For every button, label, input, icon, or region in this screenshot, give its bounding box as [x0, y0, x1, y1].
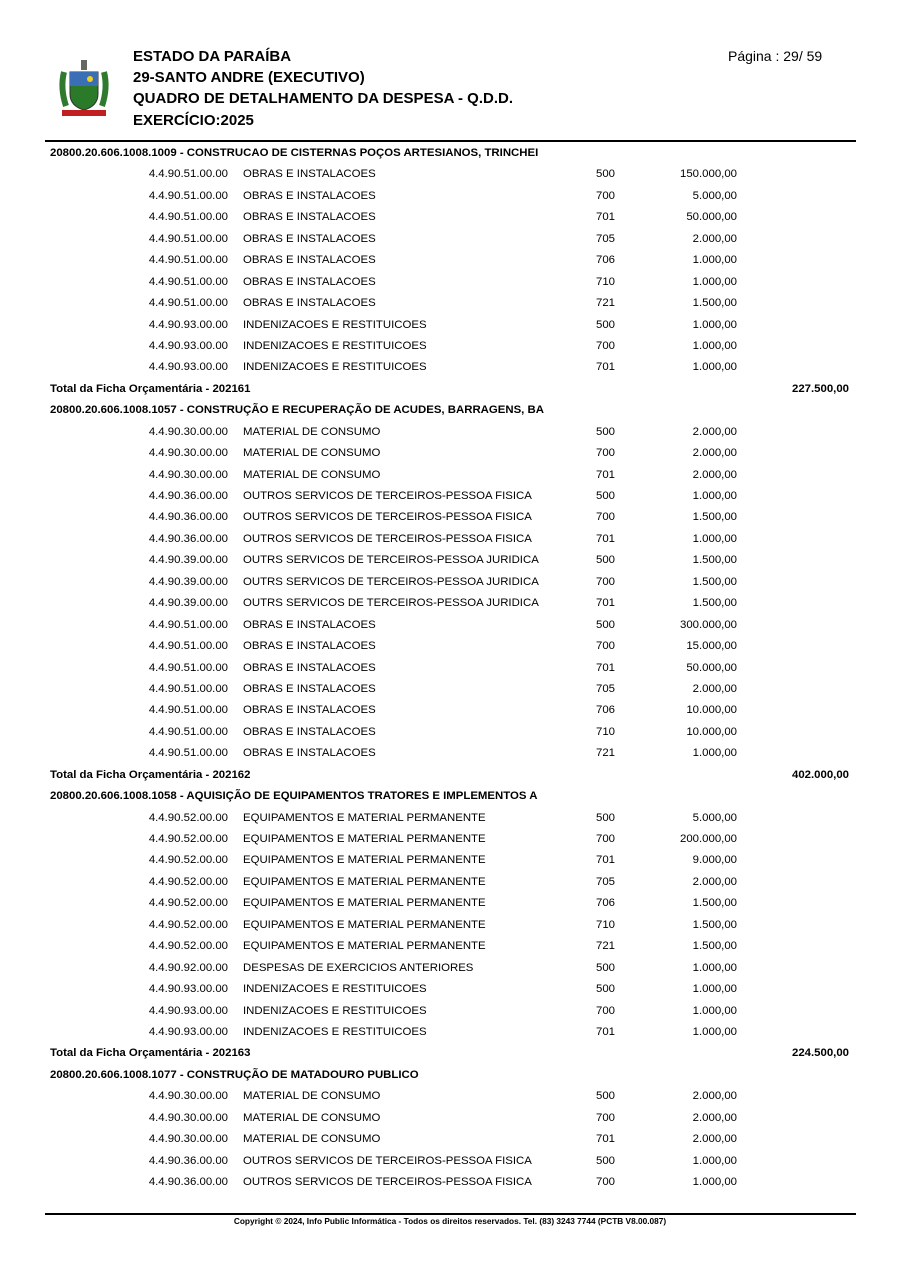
element-code: 4.4.90.30.00.00 — [148, 1133, 228, 1146]
description: EQUIPAMENTOS E MATERIAL PERMANENTE — [243, 833, 486, 845]
table-row — [0, 186, 900, 207]
source-code: 700 — [596, 640, 616, 653]
element-code: 4.4.90.51.00.00 — [148, 254, 228, 267]
source-code: 700 — [596, 1111, 616, 1124]
element-code: 4.4.90.52.00.00 — [148, 854, 228, 867]
source-code: 500 — [596, 1090, 616, 1103]
source-code: 500 — [596, 618, 616, 631]
amount: 1.500,00 — [692, 897, 737, 910]
description: OUTRS SERVICOS DE TERCEIROS-PESSOA JURIDICA — [243, 554, 539, 567]
description: OUTROS SERVICOS DE TERCEIROS-PESSOA FISICA — [243, 490, 532, 502]
element-code: 4.4.90.30.00.00 — [148, 468, 228, 481]
table-row — [0, 293, 900, 314]
source-code: 701 — [596, 597, 616, 610]
source-code: 701 — [596, 1133, 616, 1146]
element-code: 4.4.90.30.00.00 — [148, 1111, 228, 1124]
element-code: 4.4.90.52.00.00 — [148, 875, 228, 888]
element-code: 4.4.90.39.00.00 — [148, 554, 228, 567]
footer-copyright: Copyright © 2024, Info Public Informática - Todos os direitos reservados. Tel. (83) 3243 7744 (PCTB V8.00.087) — [233, 1216, 667, 1226]
table-row — [0, 550, 900, 571]
amount: 1.500,00 — [692, 511, 737, 524]
source-code: 500 — [596, 318, 616, 331]
total-value: 227.500,00 — [791, 382, 849, 395]
description: MATERIAL DE CONSUMO — [243, 1090, 381, 1103]
element-code: 4.4.90.52.00.00 — [148, 833, 228, 845]
description: OUTROS SERVICOS DE TERCEIROS-PESSOA FISICA — [243, 1176, 532, 1188]
element-code: 4.4.90.30.00.00 — [148, 425, 228, 438]
amount: 50.000,00 — [686, 661, 737, 674]
description: MATERIAL DE CONSUMO — [243, 1133, 381, 1146]
description: EQUIPAMENTOS E MATERIAL PERMANENTE — [243, 940, 486, 953]
element-code: 4.4.90.39.00.00 — [148, 575, 228, 588]
table-row — [0, 636, 900, 657]
description: OUTROS SERVICOS DE TERCEIROS-PESSOA FISICA — [243, 1154, 532, 1167]
element-code: 4.4.90.93.00.00 — [148, 983, 228, 996]
element-code: 4.4.90.30.00.00 — [148, 1090, 228, 1103]
amount: 1.500,00 — [692, 918, 737, 931]
description: MATERIAL DE CONSUMO — [243, 468, 381, 481]
amount: 1.000,00 — [692, 1025, 737, 1038]
description: INDENIZACOES E RESTITUICOES — [243, 1025, 427, 1038]
amount: 2.000,00 — [692, 1133, 737, 1146]
element-code: 4.4.90.51.00.00 — [148, 725, 228, 738]
amount: 15.000,00 — [686, 640, 737, 653]
source-code: 701 — [596, 532, 616, 545]
amount: 1.500,00 — [692, 575, 737, 588]
source-code: 700 — [596, 833, 616, 845]
source-code: 701 — [596, 1025, 616, 1038]
table-row — [0, 829, 900, 850]
source-code: 705 — [596, 232, 616, 245]
element-code: 4.4.90.51.00.00 — [148, 189, 228, 202]
table-row — [0, 700, 900, 721]
source-code: 700 — [596, 511, 616, 524]
amount: 1.000,00 — [692, 254, 737, 267]
source-code: 500 — [596, 1154, 616, 1167]
amount: 1.000,00 — [692, 532, 737, 545]
source-code: 706 — [596, 254, 616, 267]
element-code: 4.4.90.52.00.00 — [148, 940, 228, 953]
amount: 10.000,00 — [686, 704, 737, 717]
description: OBRAS E INSTALACOES — [243, 275, 376, 288]
section-header — [0, 1065, 900, 1086]
table-row — [0, 1172, 900, 1193]
table-row — [0, 572, 900, 593]
source-code: 710 — [596, 725, 616, 738]
element-code: 4.4.90.92.00.00 — [148, 961, 228, 974]
description: OBRAS E INSTALACOES — [243, 704, 376, 717]
source-code: 701 — [596, 468, 616, 481]
description: INDENIZACOES E RESTITUICOES — [243, 339, 427, 352]
amount: 2.000,00 — [692, 682, 737, 695]
description: DESPESAS DE EXERCICIOS ANTERIORES — [243, 961, 474, 974]
description: EQUIPAMENTOS E MATERIAL PERMANENTE — [243, 897, 486, 910]
section-title: 20800.20.606.1008.1009 - CONSTRUCAO DE CISTERNAS POÇOS ARTESIANOS, TRINCHEI — [50, 147, 539, 159]
table-row — [0, 893, 900, 914]
amount: 150.000,00 — [679, 168, 737, 181]
amount: 5.000,00 — [692, 189, 737, 202]
source-code: 721 — [596, 940, 616, 953]
table-row — [0, 1129, 900, 1150]
amount: 1.500,00 — [692, 554, 737, 567]
element-code: 4.4.90.51.00.00 — [148, 168, 228, 181]
description: OBRAS E INSTALACOES — [243, 747, 376, 760]
amount: 2.000,00 — [692, 468, 737, 481]
source-code: 700 — [596, 1176, 616, 1188]
element-code: 4.4.90.51.00.00 — [148, 618, 228, 631]
source-code: 500 — [596, 983, 616, 996]
amount: 1.000,00 — [692, 318, 737, 331]
element-code: 4.4.90.93.00.00 — [148, 318, 228, 331]
element-code: 4.4.90.39.00.00 — [148, 597, 228, 610]
table-row — [0, 1086, 900, 1107]
table-row — [0, 1151, 900, 1172]
description: MATERIAL DE CONSUMO — [243, 447, 381, 460]
section-header — [0, 786, 900, 807]
table-row — [0, 872, 900, 893]
description: INDENIZACOES E RESTITUICOES — [243, 983, 427, 996]
table-row — [0, 850, 900, 871]
source-code: 700 — [596, 189, 616, 202]
total-row — [0, 765, 900, 786]
amount: 1.500,00 — [692, 297, 737, 310]
element-code: 4.4.90.93.00.00 — [148, 1025, 228, 1038]
total-row — [0, 379, 900, 400]
description: OUTRS SERVICOS DE TERCEIROS-PESSOA JURIDICA — [243, 575, 539, 588]
footer-divider — [45, 1213, 856, 1215]
element-code: 4.4.90.51.00.00 — [148, 232, 228, 245]
description: EQUIPAMENTOS E MATERIAL PERMANENTE — [243, 918, 486, 931]
table-row — [0, 507, 900, 528]
description: OBRAS E INSTALACOES — [243, 254, 376, 267]
element-code: 4.4.90.36.00.00 — [148, 490, 228, 502]
description: OBRAS E INSTALACOES — [243, 661, 376, 674]
table-row — [0, 486, 900, 507]
amount: 2.000,00 — [692, 1111, 737, 1124]
source-code: 700 — [596, 1004, 616, 1017]
report-body — [0, 143, 900, 1193]
table-row — [0, 958, 900, 979]
source-code: 705 — [596, 682, 616, 695]
total-label: Total da Ficha Orçamentária - 202163 — [50, 1047, 251, 1060]
description: OUTROS SERVICOS DE TERCEIROS-PESSOA FISICA — [243, 532, 532, 545]
amount: 50.000,00 — [686, 211, 737, 224]
table-row — [0, 272, 900, 293]
description: MATERIAL DE CONSUMO — [243, 1111, 381, 1124]
amount: 2.000,00 — [692, 1090, 737, 1103]
description: OBRAS E INSTALACOES — [243, 297, 376, 310]
source-code: 706 — [596, 897, 616, 910]
total-label: Total da Ficha Orçamentária - 202161 — [50, 382, 251, 395]
amount: 300.000,00 — [679, 618, 737, 631]
amount: 1.000,00 — [692, 747, 737, 760]
amount: 1.000,00 — [692, 1176, 737, 1188]
table-row — [0, 315, 900, 336]
description: OBRAS E INSTALACOES — [243, 640, 376, 653]
section-title: 20800.20.606.1008.1077 - CONSTRUÇÃO DE MATADOURO PUBLICO — [50, 1068, 419, 1081]
element-code: 4.4.90.51.00.00 — [148, 211, 228, 224]
amount: 1.000,00 — [692, 361, 737, 374]
element-code: 4.4.90.51.00.00 — [148, 297, 228, 310]
description: OBRAS E INSTALACOES — [243, 211, 376, 224]
header-entity: 29-SANTO ANDRE (EXECUTIVO) — [133, 69, 365, 86]
table-row — [0, 164, 900, 185]
source-code: 500 — [596, 168, 616, 181]
section-title: 20800.20.606.1008.1058 - AQUISIÇÃO DE EQUIPAMENTOS TRATORES E IMPLEMENTOS A — [50, 790, 538, 803]
table-row — [0, 465, 900, 486]
amount: 1.500,00 — [692, 597, 737, 610]
element-code: 4.4.90.36.00.00 — [148, 511, 228, 524]
table-row — [0, 207, 900, 228]
table-row — [0, 679, 900, 700]
table-row — [0, 336, 900, 357]
description: INDENIZACOES E RESTITUICOES — [243, 1004, 427, 1017]
description: MATERIAL DE CONSUMO — [243, 425, 381, 438]
total-value: 224.500,00 — [791, 1047, 849, 1060]
source-code: 500 — [596, 554, 616, 567]
description: INDENIZACOES E RESTITUICOES — [243, 318, 427, 331]
table-row — [0, 443, 900, 464]
amount: 1.000,00 — [692, 1154, 737, 1167]
table-row — [0, 1108, 900, 1129]
source-code: 710 — [596, 275, 616, 288]
amount: 9.000,00 — [692, 854, 737, 867]
amount: 1.000,00 — [692, 961, 737, 974]
element-code: 4.4.90.93.00.00 — [148, 1004, 228, 1017]
header-divider — [45, 140, 856, 142]
element-code: 4.4.90.51.00.00 — [148, 275, 228, 288]
table-row — [0, 915, 900, 936]
amount: 1.500,00 — [692, 940, 737, 953]
source-code: 701 — [596, 211, 616, 224]
source-code: 700 — [596, 447, 616, 460]
table-row — [0, 229, 900, 250]
description: OUTRS SERVICOS DE TERCEIROS-PESSOA JURIDICA — [243, 597, 539, 610]
description: EQUIPAMENTOS E MATERIAL PERMANENTE — [243, 854, 486, 867]
element-code: 4.4.90.52.00.00 — [148, 918, 228, 931]
source-code: 700 — [596, 575, 616, 588]
table-row — [0, 936, 900, 957]
element-code: 4.4.90.51.00.00 — [148, 661, 228, 674]
source-code: 500 — [596, 425, 616, 438]
table-row — [0, 658, 900, 679]
amount: 2.000,00 — [692, 425, 737, 438]
amount: 1.000,00 — [692, 339, 737, 352]
element-code: 4.4.90.93.00.00 — [148, 339, 228, 352]
element-code: 4.4.90.93.00.00 — [148, 361, 228, 374]
table-row — [0, 593, 900, 614]
amount: 1.000,00 — [692, 983, 737, 996]
element-code: 4.4.90.36.00.00 — [148, 1154, 228, 1167]
element-code: 4.4.90.52.00.00 — [148, 897, 228, 910]
element-code: 4.4.90.36.00.00 — [148, 1176, 228, 1188]
source-code: 700 — [596, 339, 616, 352]
description: OBRAS E INSTALACOES — [243, 168, 376, 181]
table-row — [0, 615, 900, 636]
amount: 200.000,00 — [679, 833, 737, 845]
source-code: 705 — [596, 875, 616, 888]
source-code: 710 — [596, 918, 616, 931]
page-number: Página : 29/ 59 — [728, 48, 823, 64]
source-code: 500 — [596, 490, 616, 502]
element-code: 4.4.90.30.00.00 — [148, 447, 228, 460]
table-row — [0, 1001, 900, 1022]
amount: 1.000,00 — [692, 1004, 737, 1017]
section-title: 20800.20.606.1008.1057 - CONSTRUÇÃO E RECUPERAÇÃO DE ACUDES, BARRAGENS, BA — [50, 404, 544, 417]
section-header — [0, 400, 900, 421]
coat-of-arms-logo — [56, 58, 112, 120]
table-row — [0, 979, 900, 1000]
table-row — [0, 808, 900, 829]
table-row — [0, 357, 900, 378]
source-code: 706 — [596, 704, 616, 717]
description: OBRAS E INSTALACOES — [243, 232, 376, 245]
table-row — [0, 422, 900, 443]
total-value: 402.000,00 — [791, 768, 849, 781]
element-code: 4.4.90.51.00.00 — [148, 640, 228, 653]
table-row — [0, 1022, 900, 1043]
amount: 2.000,00 — [692, 232, 737, 245]
amount: 1.000,00 — [692, 275, 737, 288]
amount: 2.000,00 — [692, 447, 737, 460]
header-fiscal-year: EXERCÍCIO:2025 — [133, 112, 254, 129]
table-row — [0, 743, 900, 764]
table-row — [0, 722, 900, 743]
description: OUTROS SERVICOS DE TERCEIROS-PESSOA FISICA — [243, 511, 532, 524]
description: OBRAS E INSTALACOES — [243, 682, 376, 695]
amount: 2.000,00 — [692, 875, 737, 888]
total-row — [0, 1043, 900, 1064]
table-row — [0, 529, 900, 550]
source-code: 721 — [596, 747, 616, 760]
source-code: 721 — [596, 297, 616, 310]
description: OBRAS E INSTALACOES — [243, 189, 376, 202]
source-code: 701 — [596, 361, 616, 374]
description: EQUIPAMENTOS E MATERIAL PERMANENTE — [243, 811, 486, 824]
table-row — [0, 250, 900, 271]
source-code: 701 — [596, 661, 616, 674]
element-code: 4.4.90.51.00.00 — [148, 682, 228, 695]
source-code: 500 — [596, 961, 616, 974]
amount: 1.000,00 — [692, 490, 737, 502]
source-code: 500 — [596, 811, 616, 824]
header-state: ESTADO DA PARAÍBA — [133, 48, 292, 65]
amount: 10.000,00 — [686, 725, 737, 738]
element-code: 4.4.90.36.00.00 — [148, 532, 228, 545]
section-header — [0, 143, 900, 164]
amount: 5.000,00 — [692, 811, 737, 824]
description: EQUIPAMENTOS E MATERIAL PERMANENTE — [243, 875, 486, 888]
element-code: 4.4.90.52.00.00 — [148, 811, 228, 824]
element-code: 4.4.90.51.00.00 — [148, 747, 228, 760]
description: OBRAS E INSTALACOES — [243, 618, 376, 631]
header-report-title: QUADRO DE DETALHAMENTO DA DESPESA - Q.D.D. — [133, 90, 514, 107]
description: OBRAS E INSTALACOES — [243, 725, 376, 738]
source-code: 701 — [596, 854, 616, 867]
description: INDENIZACOES E RESTITUICOES — [243, 361, 427, 374]
total-label: Total da Ficha Orçamentária - 202162 — [50, 768, 251, 781]
element-code: 4.4.90.51.00.00 — [148, 704, 228, 717]
